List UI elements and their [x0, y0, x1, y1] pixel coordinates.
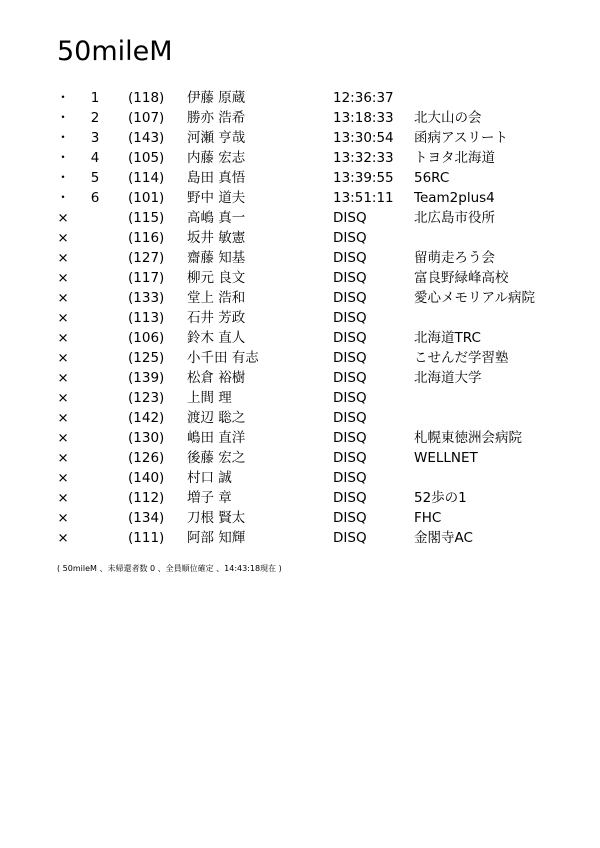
bib-number-cell: (114)	[128, 170, 165, 186]
result-row	[0, 488, 600, 508]
bib-number-cell: (112)	[128, 490, 165, 506]
rank-cell: 6	[90, 190, 100, 206]
result-row	[0, 508, 600, 528]
bib-number-cell: (126)	[128, 450, 165, 466]
runner-name-cell: 野中 道夫	[187, 190, 246, 206]
result-row	[0, 248, 600, 268]
finish-time-cell: DISQ	[333, 510, 367, 526]
team-name-cell: 56RC	[414, 170, 450, 186]
runner-name-cell: 阿部 知輝	[187, 530, 246, 546]
result-row	[0, 228, 600, 248]
runner-name-cell: 伊藤 原蔵	[187, 90, 246, 106]
finish-time-cell: DISQ	[333, 210, 367, 226]
status-mark: ×	[57, 290, 69, 306]
team-name-cell: 北大山の会	[414, 110, 482, 126]
runner-name-cell: 村口 誠	[187, 470, 232, 486]
runner-name-cell: 小千田 有志	[187, 350, 259, 366]
status-mark: ×	[57, 330, 69, 346]
result-row	[0, 388, 600, 408]
finish-time-cell: DISQ	[333, 350, 367, 366]
bib-number-cell: (111)	[128, 530, 165, 546]
result-row	[0, 288, 600, 308]
status-mark: ×	[57, 490, 69, 506]
result-row	[0, 88, 600, 108]
finish-time-cell: DISQ	[333, 230, 367, 246]
result-row	[0, 368, 600, 388]
runner-name-cell: 石井 芳政	[187, 310, 246, 326]
bib-number-cell: (101)	[128, 190, 165, 206]
bib-number-cell: (118)	[128, 90, 165, 106]
status-mark: ×	[57, 470, 69, 486]
runner-name-cell: 松倉 裕樹	[187, 370, 246, 386]
finish-time-cell: DISQ	[333, 310, 367, 326]
bib-number-cell: (127)	[128, 250, 165, 266]
status-mark: ×	[57, 510, 69, 526]
runner-name-cell: 勝亦 浩希	[187, 110, 246, 126]
finish-time-cell: 13:39:55	[333, 170, 394, 186]
runner-name-cell: 内藤 宏志	[187, 150, 246, 166]
status-mark: ×	[57, 430, 69, 446]
status-mark: ・	[56, 130, 70, 146]
status-mark: ・	[56, 150, 70, 166]
rank-cell: 2	[90, 110, 100, 126]
results-list	[0, 88, 600, 548]
runner-name-cell: 堂上 浩和	[187, 290, 246, 306]
status-mark: ×	[57, 350, 69, 366]
bib-number-cell: (107)	[128, 110, 165, 126]
rank-cell: 5	[90, 170, 100, 186]
team-name-cell: Team2plus4	[414, 190, 495, 206]
status-mark: ・	[56, 90, 70, 106]
team-name-cell: 留萌走ろう会	[414, 250, 495, 266]
bib-number-cell: (133)	[128, 290, 165, 306]
rank-cell: 1	[90, 90, 100, 106]
result-row	[0, 168, 600, 188]
status-mark: ×	[57, 530, 69, 546]
runner-name-cell: 河瀬 亨哉	[187, 130, 246, 146]
team-name-cell: 札幌東徳洲会病院	[414, 430, 522, 446]
finish-time-cell: DISQ	[333, 530, 367, 546]
finish-time-cell: 13:32:33	[333, 150, 394, 166]
runner-name-cell: 上間 理	[187, 390, 232, 406]
bib-number-cell: (123)	[128, 390, 165, 406]
bib-number-cell: (140)	[128, 470, 165, 486]
result-row	[0, 348, 600, 368]
finish-time-cell: DISQ	[333, 370, 367, 386]
finish-time-cell: DISQ	[333, 330, 367, 346]
runner-name-cell: 鈴木 直人	[187, 330, 246, 346]
status-mark: ×	[57, 410, 69, 426]
status-mark: ×	[57, 210, 69, 226]
team-name-cell: FHC	[414, 510, 442, 526]
page-title: 50mileM	[57, 36, 173, 67]
team-name-cell: 北広島市役所	[414, 210, 495, 226]
team-name-cell: 北海道TRC	[414, 330, 481, 346]
team-name-cell: トヨタ北海道	[414, 150, 495, 166]
finish-time-cell: DISQ	[333, 270, 367, 286]
bib-number-cell: (117)	[128, 270, 165, 286]
finish-time-cell: DISQ	[333, 410, 367, 426]
finish-time-cell: DISQ	[333, 470, 367, 486]
finish-time-cell: DISQ	[333, 390, 367, 406]
bib-number-cell: (105)	[128, 150, 165, 166]
finish-time-cell: DISQ	[333, 490, 367, 506]
result-row	[0, 308, 600, 328]
runner-name-cell: 柳元 良文	[187, 270, 246, 286]
bib-number-cell: (142)	[128, 410, 165, 426]
runner-name-cell: 高嶋 真一	[187, 210, 246, 226]
bib-number-cell: (143)	[128, 130, 165, 146]
finish-time-cell: DISQ	[333, 430, 367, 446]
result-row	[0, 108, 600, 128]
bib-number-cell: (139)	[128, 370, 165, 386]
status-mark: ×	[57, 230, 69, 246]
finish-time-cell: 12:36:37	[333, 90, 394, 106]
finish-time-cell: 13:30:54	[333, 130, 394, 146]
runner-name-cell: 齋藤 知基	[187, 250, 246, 266]
result-row	[0, 328, 600, 348]
runner-name-cell: 坂井 敏憲	[187, 230, 246, 246]
status-mark: ・	[56, 170, 70, 186]
team-name-cell: 北海道大学	[414, 370, 482, 386]
runner-name-cell: 嶋田 直洋	[187, 430, 246, 446]
finish-time-cell: DISQ	[333, 450, 367, 466]
bib-number-cell: (130)	[128, 430, 165, 446]
runner-name-cell: 渡辺 聡之	[187, 410, 246, 426]
team-name-cell: 金閣寺AC	[414, 530, 473, 546]
result-row	[0, 448, 600, 468]
team-name-cell: 函病アスリート	[414, 130, 508, 146]
finish-time-cell: 13:51:11	[333, 190, 394, 206]
result-row	[0, 468, 600, 488]
status-mark: ・	[56, 190, 70, 206]
result-row	[0, 188, 600, 208]
runner-name-cell: 後藤 宏之	[187, 450, 246, 466]
bib-number-cell: (116)	[128, 230, 165, 246]
bib-number-cell: (113)	[128, 310, 165, 326]
status-mark: ×	[57, 270, 69, 286]
team-name-cell: 愛心メモリアル病院	[414, 290, 535, 306]
bib-number-cell: (125)	[128, 350, 165, 366]
status-footer: ( 50mileM 、未帰還者数 0 、全員順位確定 、14:43:18現在 )	[57, 564, 282, 573]
runner-name-cell: 刀根 賢太	[187, 510, 246, 526]
result-row	[0, 148, 600, 168]
result-row	[0, 128, 600, 148]
team-name-cell: 52歩の1	[414, 490, 467, 506]
result-row	[0, 428, 600, 448]
status-mark: ×	[57, 390, 69, 406]
team-name-cell: WELLNET	[414, 450, 478, 466]
bib-number-cell: (106)	[128, 330, 165, 346]
bib-number-cell: (115)	[128, 210, 165, 226]
runner-name-cell: 島田 真悟	[187, 170, 246, 186]
rank-cell: 4	[90, 150, 100, 166]
result-row	[0, 208, 600, 228]
bib-number-cell: (134)	[128, 510, 165, 526]
status-mark: ×	[57, 370, 69, 386]
team-name-cell: 富良野緑峰高校	[414, 270, 509, 286]
runner-name-cell: 増子 章	[187, 490, 232, 506]
finish-time-cell: DISQ	[333, 290, 367, 306]
status-mark: ×	[57, 310, 69, 326]
result-row	[0, 268, 600, 288]
result-row	[0, 408, 600, 428]
status-mark: ×	[57, 250, 69, 266]
finish-time-cell: DISQ	[333, 250, 367, 266]
team-name-cell: こせんだ学習塾	[414, 350, 509, 366]
status-mark: ×	[57, 450, 69, 466]
rank-cell: 3	[90, 130, 100, 146]
finish-time-cell: 13:18:33	[333, 110, 394, 126]
status-mark: ・	[56, 110, 70, 126]
result-row	[0, 528, 600, 548]
